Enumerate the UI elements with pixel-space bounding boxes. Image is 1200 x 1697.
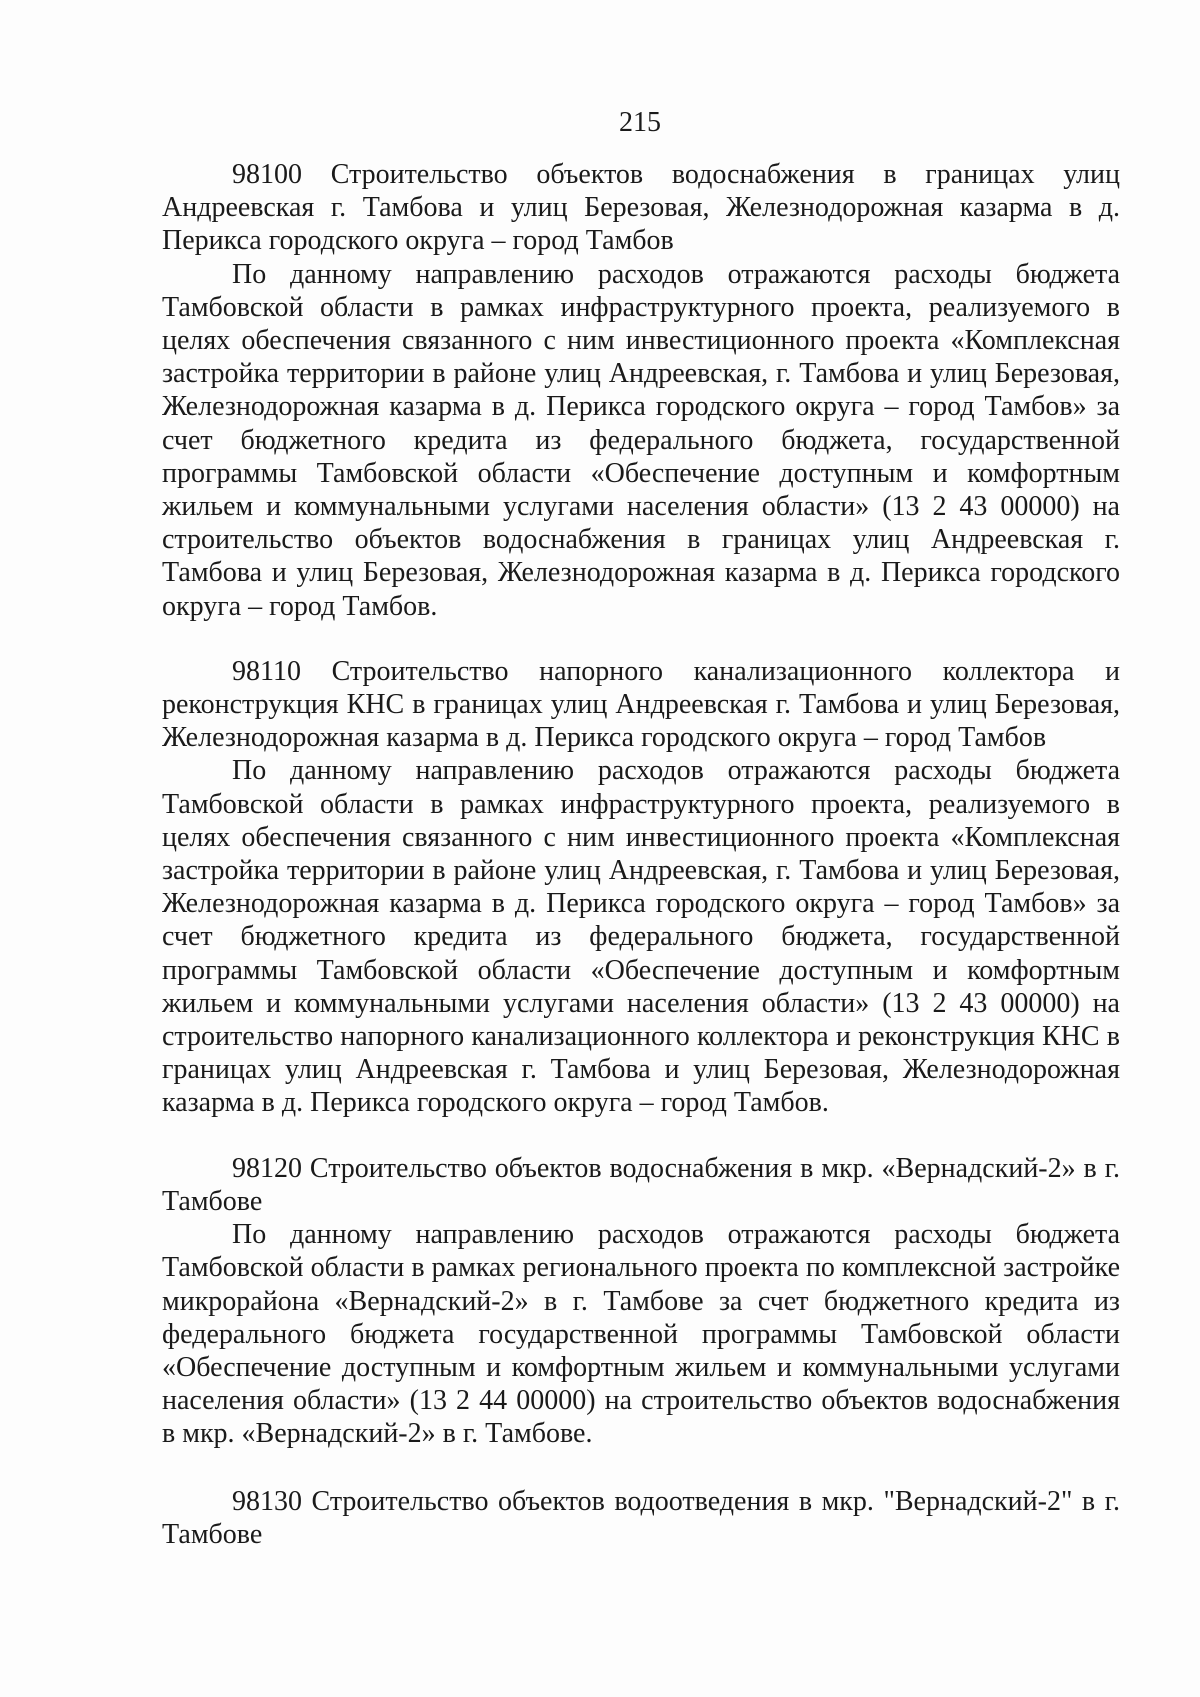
section-98120: [162, 1152, 1120, 1451]
section-heading: 98100 Строительство объектов водоснабжения в границах улиц Андреевская г. Тамбова и улиц Березовая, Железнодорожная казарма в д. Перикса городского округа – город Тамбов: [162, 159, 1120, 257]
section-paragraph: По данному направлению расходов отражаются расходы бюджета Тамбовской области в рамках инфраструктурного проекта, реализуемого в целях обеспечения связанного с ним инвестиционного проекта «Комплексная застройка территории в районе улиц Андреевская, г. Тамбова и улиц Березовая, Железнодорожная казарма в д. Перикса городского округа – город Тамбов» за счет бюджетного кредита из федерального бюджета, государственной программы Тамбовской области «Обеспечение доступным и комфортным жильем и коммунальными услугами населения области» (13 2 43 00000) на строительство объектов водоснабжения в границах улиц Андреевская г. Тамбова и улиц Березовая, Железнодорожная казарма в д. Перикса городского округа – город Тамбов.: [162, 258, 1120, 622]
section-heading: 98130 Строительство объектов водоотведения в мкр. "Вернадский-2" в г. Тамбове: [162, 1485, 1120, 1550]
page-number: 215: [619, 107, 661, 138]
section-98110: [162, 655, 1120, 1120]
section-98130: [162, 1485, 1120, 1551]
document-body: [162, 158, 1120, 1583]
section-paragraph: По данному направлению расходов отражаются расходы бюджета Тамбовской области в рамках инфраструктурного проекта, реализуемого в целях обеспечения связанного с ним инвестиционного проекта «Комплексная застройка территории в районе улиц Андреевская, г. Тамбова и улиц Березовая, Железнодорожная казарма в д. Перикса городского округа – город Тамбов» за счет бюджетного кредита из федерального бюджета, государственной программы Тамбовской области «Обеспечение доступным и комфортным жильем и коммунальными услугами населения области» (13 2 43 00000) на строительство напорного канализационного коллектора и реконструкция КНС в границах улиц Андреевская г. Тамбова и улиц Березовая, Железнодорожная казарма в д. Перикса городского округа – город Тамбов.: [162, 755, 1120, 1119]
section-heading: 98120 Строительство объектов водоснабжения в мкр. «Вернадский-2» в г. Тамбове: [162, 1152, 1120, 1217]
section-98100: [162, 158, 1120, 623]
section-paragraph: По данному направлению расходов отражаются расходы бюджета Тамбовской области в рамках регионального проекта по комплексной застройке микрорайона «Вернадский-2» в г. Тамбове за счет бюджетного кредита из федерального бюджета государственной программы Тамбовской области «Обеспечение доступным и комфортным жильем и коммунальными услугами населения области» (13 2 44 00000) на строительство объектов водоснабжения в мкр. «Вернадский-2» в г. Тамбове.: [162, 1219, 1120, 1450]
section-heading: 98110 Строительство напорного канализационного коллектора и реконструкция КНС в границах улиц Андреевская г. Тамбова и улиц Березовая, Железнодорожная казарма в д. Перикса городского округа – город Тамбов: [162, 655, 1120, 754]
